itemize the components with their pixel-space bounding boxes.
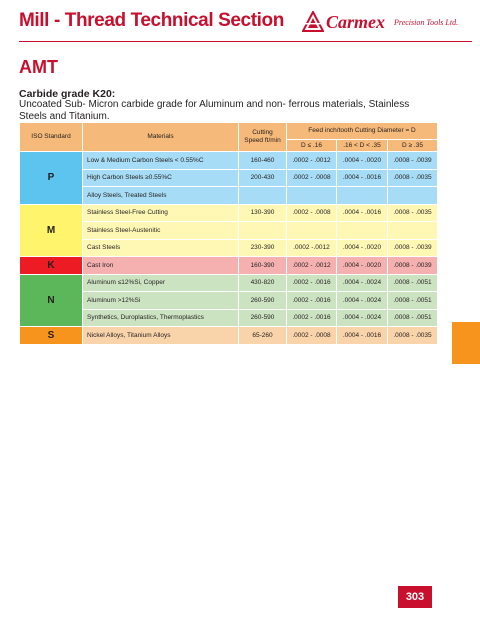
material-cell: High Carbon Steels ≥0.55%C	[83, 169, 239, 187]
carmex-logo-icon	[302, 11, 324, 33]
page-header-title: Mill - Thread Technical Section	[19, 10, 284, 31]
feed-small-cell: .0002 -.0012	[287, 239, 337, 257]
feed-mid-cell: .0004 - .0016	[337, 169, 388, 187]
feed-large-cell	[388, 222, 438, 240]
header-materials: Materials	[83, 123, 239, 152]
feed-small-cell: .0002 - .0016	[287, 274, 337, 292]
speed-cell: 130-390	[239, 204, 287, 222]
speed-cell	[239, 222, 287, 240]
table-row	[20, 204, 438, 222]
table-row	[20, 257, 438, 275]
carmex-logo	[302, 11, 472, 35]
header-d-mid: .16 < D < .35	[337, 140, 388, 152]
table-row	[20, 309, 438, 327]
feed-large-cell: .0008 - .0035	[388, 169, 438, 187]
feed-large-cell: .0008 - .0035	[388, 204, 438, 222]
speed-cell: 260-590	[239, 292, 287, 310]
table-row	[20, 292, 438, 310]
feed-mid-cell	[337, 222, 388, 240]
material-cell: Low & Medium Carbon Steels < 0.55%C	[83, 152, 239, 170]
feed-large-cell: .0008 - .0051	[388, 309, 438, 327]
grade-title: Carbide grade K20:	[19, 88, 116, 100]
iso-code-cell: S	[20, 327, 83, 345]
header-feed: Feed inch/tooth Cutting Diameter = D	[287, 123, 438, 140]
feed-small-cell: .0002 - .0012	[287, 152, 337, 170]
table-row	[20, 327, 438, 345]
speed-cell: 160-460	[239, 152, 287, 170]
table-body	[20, 152, 438, 345]
table-row	[20, 152, 438, 170]
speed-cell: 160-390	[239, 257, 287, 275]
iso-code-cell: K	[20, 257, 83, 275]
header-d-small: D ≤ .16	[287, 140, 337, 152]
feed-large-cell: .0008 - .0039	[388, 239, 438, 257]
material-cell: Cast Iron	[83, 257, 239, 275]
iso-code-cell: P	[20, 152, 83, 205]
feed-mid-cell: .0004 - .0016	[337, 327, 388, 345]
material-cell: Alloy Steels, Treated Steels	[83, 187, 239, 205]
material-cell: Nickel Alloys, Titanium Alloys	[83, 327, 239, 345]
section-side-tab	[452, 322, 480, 364]
cutting-data-table	[19, 122, 438, 345]
material-cell: Cast Steels	[83, 239, 239, 257]
feed-small-cell: .0002 - .0008	[287, 204, 337, 222]
header-cutting-speed: Cutting Speed ft/min	[239, 123, 287, 152]
feed-large-cell: .0008 - .0035	[388, 327, 438, 345]
brand-tagline: Precision Tools Ltd.	[394, 18, 459, 27]
feed-small-cell	[287, 222, 337, 240]
feed-large-cell: .0008 - .0039	[388, 152, 438, 170]
speed-cell: 230-390	[239, 239, 287, 257]
material-cell: Stainless Steel-Austenitic	[83, 222, 239, 240]
speed-cell: 260-590	[239, 309, 287, 327]
table-row	[20, 239, 438, 257]
speed-cell: 65-260	[239, 327, 287, 345]
feed-mid-cell: .0004 - .0016	[337, 204, 388, 222]
feed-mid-cell: .0004 - .0020	[337, 239, 388, 257]
feed-large-cell: .0008 - .0039	[388, 257, 438, 275]
iso-code-cell: M	[20, 204, 83, 257]
feed-large-cell: .0008 - .0051	[388, 274, 438, 292]
material-cell: Synthetics, Duroplastics, Thermoplastics	[83, 309, 239, 327]
grade-description: Uncoated Sub- Micron carbide grade for Aluminum and non- ferrous materials, Stainless Steels and Titanium.	[19, 99, 410, 122]
speed-cell: 430-820	[239, 274, 287, 292]
header-iso-standard: ISO Standard	[20, 123, 83, 152]
table-row	[20, 169, 438, 187]
feed-large-cell: .0008 - .0051	[388, 292, 438, 310]
feed-small-cell: .0002 - .0008	[287, 169, 337, 187]
iso-code-cell: N	[20, 274, 83, 327]
header-divider	[19, 41, 472, 42]
section-title: AMT	[19, 57, 58, 77]
feed-mid-cell	[337, 187, 388, 205]
table-row	[20, 187, 438, 205]
table-row	[20, 274, 438, 292]
feed-mid-cell: .0004 - .0024	[337, 309, 388, 327]
table-row	[20, 222, 438, 240]
material-cell: Aluminum ≤12%Si, Copper	[83, 274, 239, 292]
feed-small-cell: .0002 - .0016	[287, 309, 337, 327]
speed-cell: 200-430	[239, 169, 287, 187]
header-d-large: D ≥ .35	[388, 140, 438, 152]
speed-cell	[239, 187, 287, 205]
feed-mid-cell: .0004 - .0024	[337, 274, 388, 292]
feed-mid-cell: .0004 - .0020	[337, 257, 388, 275]
feed-small-cell	[287, 187, 337, 205]
feed-small-cell: .0002 - .0008	[287, 327, 337, 345]
material-cell: Stainless Steel-Free Cutting	[83, 204, 239, 222]
feed-mid-cell: .0004 - .0024	[337, 292, 388, 310]
feed-mid-cell: .0004 - .0020	[337, 152, 388, 170]
material-cell: Aluminum >12%Si	[83, 292, 239, 310]
feed-small-cell: .0002 - .0012	[287, 257, 337, 275]
feed-large-cell	[388, 187, 438, 205]
brand-name: Carmex	[326, 12, 386, 32]
page-number: 303	[398, 586, 432, 608]
feed-small-cell: .0002 - .0016	[287, 292, 337, 310]
